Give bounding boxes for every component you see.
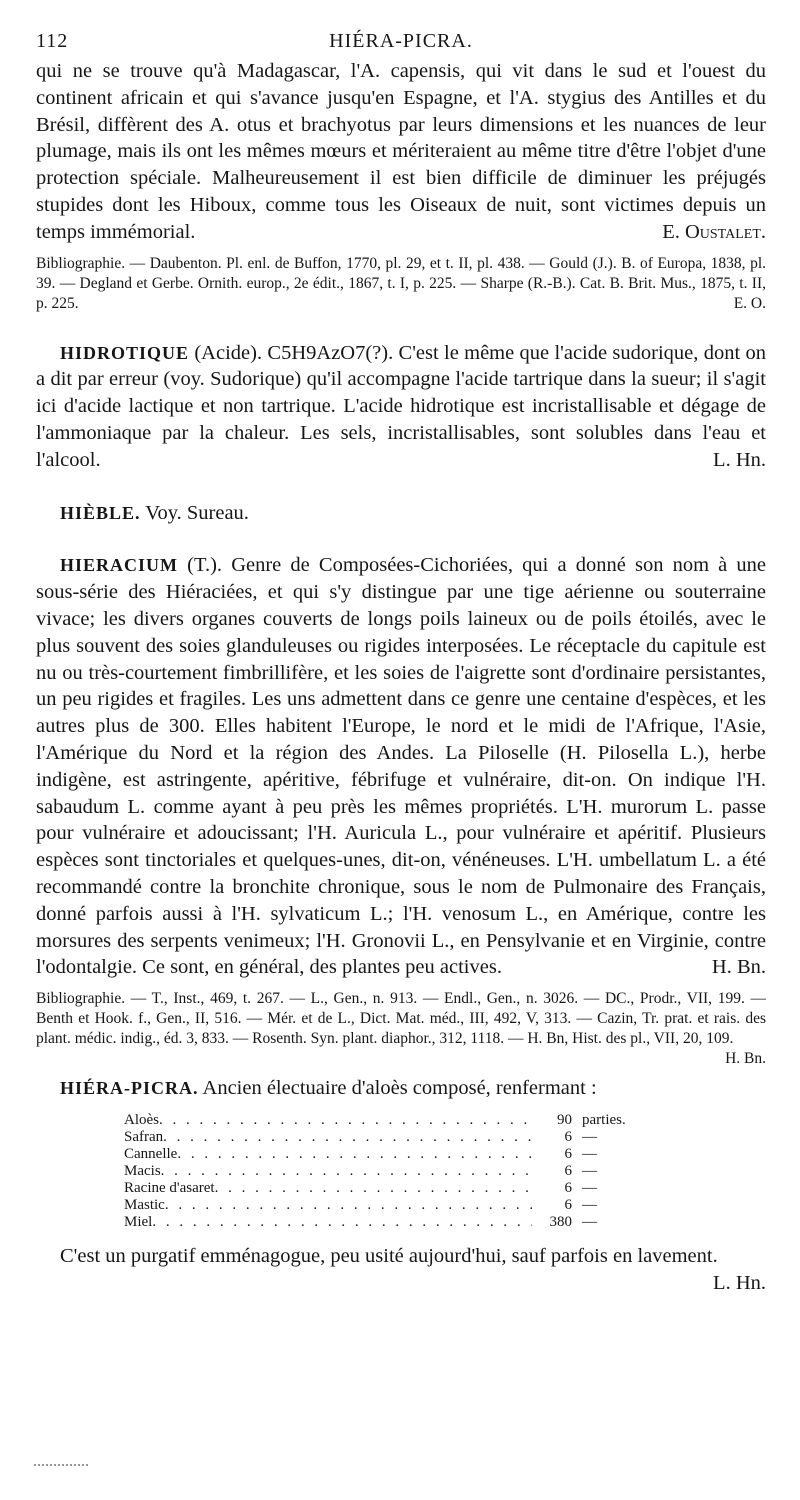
hidrotique-text: (Acide). C5H9AzO7(?). C'est le même que l'acide sudorique, dont on a dit par erreur (voy. Sudorique) qu'il accompagne l'acide tartrique dans la sueur; il s'agit ici d'acide lactique et non tartrique. L'acide hidrotique est incristallisable et dégage de l'ammoniaque par la chaleur. Les sels, incristallisables, sont solubles dans l'eau et l'alcool.: [36, 341, 766, 471]
headword-hierapicra: HIÉRA-PICRA.: [60, 1078, 199, 1099]
leader-dots: [165, 1197, 532, 1214]
hieracium-bibliography-text: Bibliographie. — T., Inst., 469, t. 267. — L., Gen., n. 913. — Endl., Gen., n. 3026. — DC., Prodr., VII, 199. — Benth et Hook. f., Gen., II, 516. — Mér. et de L., Dict. Mat. méd., III, 492, V, 313. — Cazin, Tr. prat. et rais. des plant. médic. indig., éd. 3, 833. — Rosenth. Syn. plant. diaphor., 312, 1118. — H. Bn, Hist. des pl., VII, 20, 109.: [36, 990, 766, 1048]
headword-hieble: HIÈBLE.: [60, 502, 141, 523]
recipe-unit: —: [582, 1128, 597, 1145]
recipe-unit: —: [582, 1145, 597, 1162]
leader-dots: [177, 1146, 532, 1163]
recipe-unit: —: [582, 1213, 597, 1230]
hieracium-signature: H. Bn.: [711, 956, 766, 979]
leader-dots: [159, 1112, 532, 1129]
recipe-row: [124, 1163, 644, 1180]
recipe-quantity: 6: [564, 1196, 572, 1213]
recipe-row: [124, 1214, 644, 1231]
recipe-quantity: 90: [557, 1111, 572, 1128]
leader-dots: [152, 1214, 532, 1231]
leader-dots: [163, 1129, 532, 1146]
running-head: HIÉRA-PICRA.: [329, 30, 473, 52]
hieracium-bibliography: [36, 989, 766, 1068]
headword-hieracium: HIERACIUM: [60, 555, 179, 576]
continuation-text: qui ne se trouve qu'à Madagascar, l'A. capensis, qui vit dans le sud et l'ouest du continent africain et qui s'avance jusqu'en Espagne, et l'A. stygius des Antilles et du Brésil, diffèrent des A. otus et brachyotus par leurs dimensions et les nuances de leur plumage, mais ils ont les mêmes mœurs et mériteraient au même titre d'être l'objet d'une protection spéciale. Malheureusement il est bien difficile de diminuer les préjugés stupides dont les Hiboux, comme tous les Oiseaux de nuit, sont victimes depuis un temps immémorial.: [36, 60, 766, 243]
hieble-text: Voy. Sureau.: [145, 501, 249, 524]
headword-hidrotique: HIDROTIQUE: [60, 342, 190, 363]
recipe-quantity: 6: [564, 1145, 572, 1162]
continuation-bibliography: [36, 254, 766, 314]
hierapicra-paragraph: [36, 1243, 766, 1294]
recipe-unit: parties.: [582, 1111, 626, 1128]
recipe-ingredient: Racine d'asaret: [124, 1179, 215, 1196]
recipe-row: [124, 1146, 644, 1163]
continuation-paragraph: [36, 58, 766, 246]
recipe-row: [124, 1197, 644, 1214]
leader-dots: [161, 1163, 532, 1180]
recipe-ingredient: Miel: [124, 1213, 153, 1230]
recipe-quantity: 6: [564, 1179, 572, 1196]
dictionary-page: [36, 30, 766, 1297]
recipe-unit: —: [582, 1196, 597, 1213]
recipe-row: [124, 1112, 644, 1129]
entry-hieracium: [36, 552, 766, 981]
recipe-ingredient: Safran: [124, 1128, 164, 1145]
entry-hieble: [36, 500, 766, 527]
recipe-unit: —: [582, 1179, 597, 1196]
page-header: [36, 30, 766, 58]
hierapicra-text: C'est un purgatif emménagogue, peu usité aujourd'hui, sauf parfois en lavement.: [60, 1244, 718, 1267]
recipe-quantity: 6: [564, 1162, 572, 1179]
footer-divider: [34, 1464, 88, 1466]
continuation-bibliography-text: Bibliographie. — Daubenton. Pl. enl. de Buffon, 1770, pl. 29, et t. II, pl. 438. — Gould (J.). B. of Europa, 1838, pl. 39. — Degland et Gerbe. Ornith. europ., 2e édit., 1867, t. I, p. 225. — Sharpe (R.-B.). Cat. B. Brit. Mus., 1875, t. II, p. 225.: [36, 254, 766, 312]
page-number: 112: [36, 30, 69, 52]
recipe-ingredient: Macis: [124, 1162, 161, 1179]
continuation-signature: E. Oustalet.: [662, 220, 766, 243]
recipe-quantity: 6: [564, 1128, 572, 1145]
continuation-bibliography-signature: E. O.: [733, 294, 766, 312]
recipe-ingredient: Mastic: [124, 1196, 165, 1213]
recipe-ingredient: Cannelle: [124, 1145, 178, 1162]
recipe-quantity: 380: [549, 1213, 572, 1230]
hieracium-text: (T.). Genre de Composées-Cichoriées, qui a donné son nom à une sous-série des Hiéraciées, et qui s'y distingue par une tige aérienne ou souterraine vivace; les divers organes couverts de longs poils laineux ou de poils étoilés, avec le plus souvent des soies glanduleuses ou rigides interposées. Le réceptacle du capitule est nu ou très-courtement fimbrillifère, et les soies de l'aigrette sont d'ordinaire persistantes, un peu rigides et fragiles. Les uns admettent dans ce genre une centaine d'espèces, et les autres plus de 300. Elles habitent l'Europe, le nord et le midi de l'Afrique, l'Asie, l'Amérique du Nord et la région des Andes. La Piloselle (H. Pilosella L.), herbe indigène, est astringente, apéritive, fébrifuge et vulnéraire, dit-on. On indique l'H. sabaudum L. comme ayant à peu près les mêmes propriétés. L'H. murorum L. passe pour vulnéraire et adoucissant; l'H. Auricula L., pour vulnéraire et apéritif. Plusieurs espèces sont tinctoriales et quelques-unes, dit-on, vénéneuses. L'H. umbellatum L. a été recommandé contre la bronchite chronique, sous le nom de Pulmonaire des Français, donné parfois aussi à l'H. sylvaticum L.; l'H. venosum L., en Amérique, contre les morsures des serpents venimeux; l'H. Gronovii L., en Pensylvanie et en Virginie, contre l'odontalgie. Ce sont, en général, des plantes peu actives.: [36, 554, 766, 979]
recipe-row: [124, 1180, 644, 1197]
entry-hierapicra: [36, 1075, 766, 1102]
leader-dots: [215, 1180, 532, 1197]
hidrotique-signature: L. Hn.: [713, 448, 766, 471]
entry-hidrotique: [36, 340, 766, 474]
recipe-table: [124, 1112, 644, 1231]
hierapicra-intro: Ancien électuaire d'aloès composé, renfermant :: [202, 1077, 597, 1100]
recipe-ingredient: Aloès: [124, 1111, 159, 1128]
hierapicra-signature: L. Hn.: [713, 1271, 766, 1294]
hieracium-bibliography-signature: H. Bn.: [725, 1050, 766, 1068]
recipe-row: [124, 1129, 644, 1146]
recipe-unit: —: [582, 1162, 597, 1179]
